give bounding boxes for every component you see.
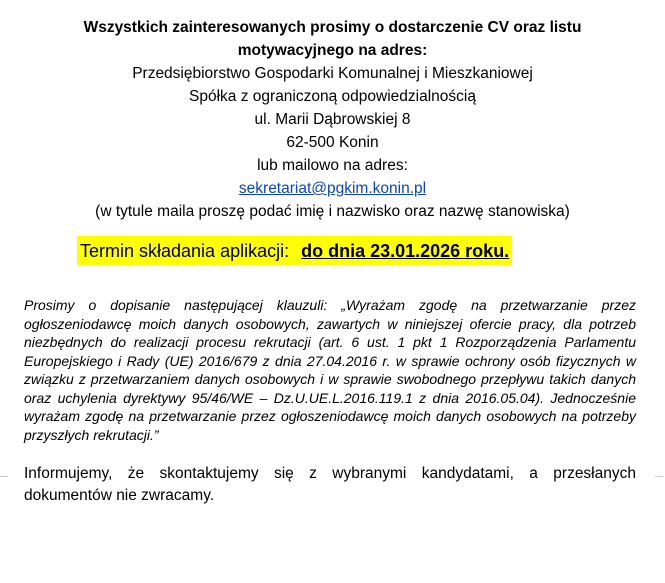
request-line-1: Wszystkich zainteresowanych prosimy o dostarczenie CV oraz listu (83, 19, 582, 36)
street-address: ul. Marii Dąbrowskiej 8 (254, 111, 411, 128)
company-name-line-2: Spółka z ograniczoną odpowiedzialnością (189, 88, 476, 105)
candidate-contact-info: Informujemy, że skontaktujemy się z wybranymi kandydatami, a przesłanych dokumentów nie zwracamy. (24, 465, 636, 504)
postal-address-block (0, 62, 665, 223)
company-name-line-1: Przedsiębiorstwo Gospodarki Komunalnej i Mieszkaniowej (132, 65, 533, 82)
page-margin-marker-right (655, 476, 663, 477)
gdpr-consent-clause: Prosimy o dopisanie następującej klauzuli: „Wyrażam zgodę na przetwarzanie przez ogłoszeniodawcę moich danych osobowych, zawartych w niniejszej ofercie pracy, dla potrzeb niezbędnych do realizacji procesu rekrutacji (art. 6 ust. 1 pkt 1 Rozporządzenia Parlamentu Europejskiego i Rady (UE) 2016/679 z dnia 27.04.2016 r. w sprawie ochrony osób fizycznych w związku z przetwarzaniem danych osobowych i w sprawie swobodnego przepływu takich danych oraz uchylenia dyrektywy 95/46/WE – Dz.U.UE.L.2016.119.1 z dnia 2016.05.04). Jednocześnie wyrażam zgodę na przetwarzanie przez ogłoszeniodawcę moich danych osobowych na potrzeby przyszłych rekrutacji.” (24, 297, 636, 443)
page-margin-marker-left (0, 476, 8, 477)
request-line-2: motywacyjnego na adres: (237, 42, 428, 59)
postal-code-city: 62-500 Konin (286, 134, 379, 151)
email-link[interactable]: sekretariat@pgkim.konin.pl (238, 180, 427, 197)
deadline-label: Termin składania aplikacji: (80, 241, 290, 261)
application-deadline-highlight (77, 236, 512, 265)
email-intro: lub mailowo na adres: (257, 157, 408, 174)
email-subject-note: (w tytule maila proszę podać imię i nazwisko oraz nazwę stanowiska) (95, 203, 570, 220)
application-request-heading (0, 16, 665, 62)
deadline-date: do dnia 23.01.2026 roku. (301, 241, 510, 261)
